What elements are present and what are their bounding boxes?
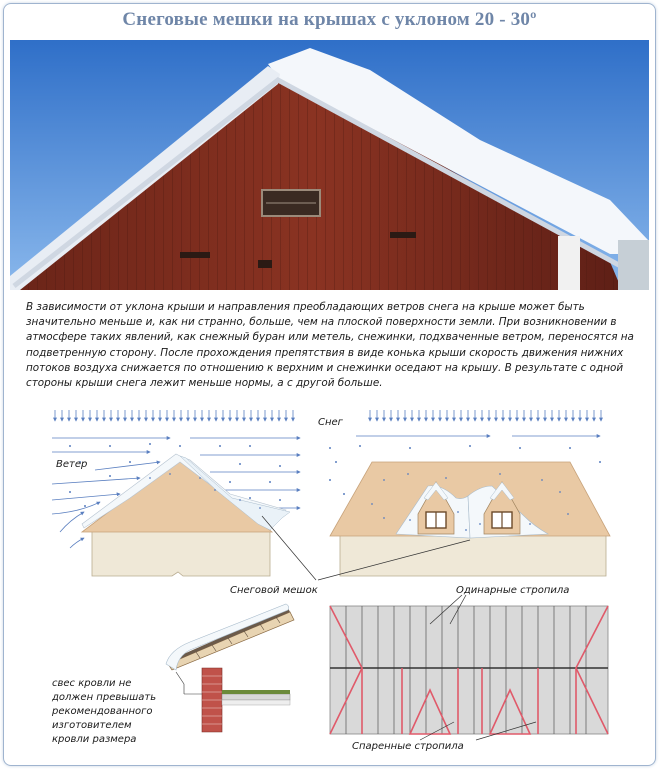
single-rafters-label: Одинарные стропила xyxy=(456,585,570,596)
snow-label: Снег xyxy=(318,417,343,428)
overhang-note-line-1: свес кровли не xyxy=(52,678,132,689)
floor-slab xyxy=(222,694,290,700)
snow-fall-arrows xyxy=(55,410,293,421)
drainpipe xyxy=(558,236,580,290)
right-house-wall xyxy=(340,534,606,576)
rafter-plan xyxy=(330,606,608,734)
overhang-note-line-4: изготовителем xyxy=(52,720,132,731)
overhang-note-line-5: кровли размера xyxy=(52,734,137,745)
wind-diagram xyxy=(52,410,300,576)
roof-photo xyxy=(10,40,649,290)
paired-rafters-label: Спаренные стропила xyxy=(352,741,464,752)
description-text: В зависимости от уклона крыши и направления преобладающих ветров снега на крыше может быть значительно меньше и, как ни странно, больше, чем на плоской поверхности земли. При возникновении в атмосфере таких явлений, как снежный буран или метель, снежинки, подхваченные ветром, переносятся на подветренную сторону. После прохождения препятствия в виде конька крыши скорость движения нижних потоков воздуха снижается по отношению к верхним и снежинки оседают на крышу. В результате с одной стороны крыши снега лежит меньше нормы, а с другой больше. xyxy=(26,301,634,390)
left-house-wall xyxy=(92,530,270,576)
page-title: Снеговые мешки на крышах с уклоном 20 - 30º xyxy=(122,9,537,30)
overhang-note-line-3: рекомендованного xyxy=(52,706,153,717)
diagram-area xyxy=(0,400,659,769)
overhang-detail xyxy=(166,604,294,732)
overhang-note-line-2: должен превышать xyxy=(52,692,157,703)
snow-diagram xyxy=(318,410,610,576)
wind-label: Ветер xyxy=(56,459,88,470)
snow-bag-label: Снеговой мешок xyxy=(230,585,318,596)
snow-fall-arrows-right xyxy=(370,410,601,421)
roof-deck xyxy=(168,612,294,670)
